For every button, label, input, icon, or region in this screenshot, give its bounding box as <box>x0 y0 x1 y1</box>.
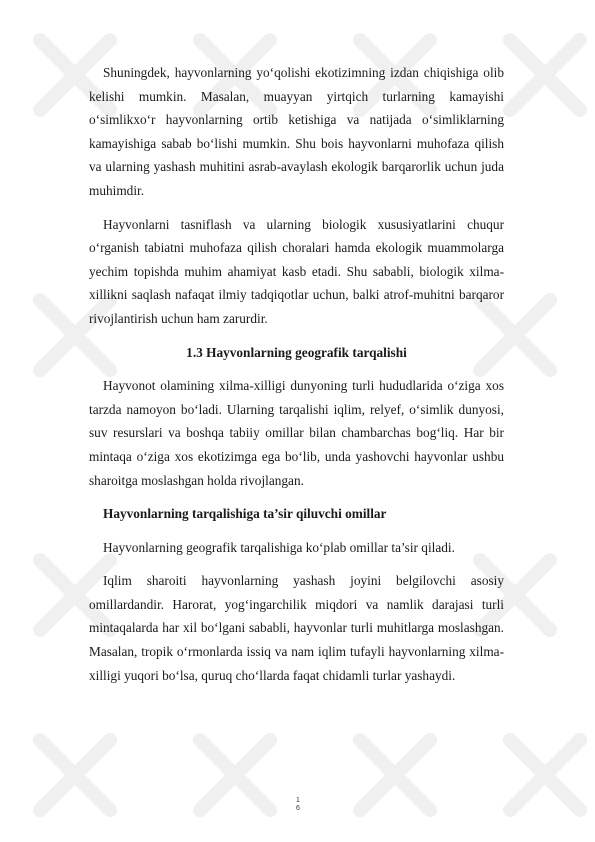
subheading: Hayvonlarning tarqalishiga ta’sir qiluvchi omillar <box>103 506 387 522</box>
paragraph-2: Hayvonlarni tasniflash va ularning biologik xususiyatlarini chuqur o‘rganish tabiatni muhofaza qilish choralari hamda ekologik muammolarga yechim topishda muhim ahamiyat kasb etadi. Shu sababli, biologik xilma-xillikni saqlash nafaqat ilmiy tadqiqotlar uchun, balki atrof-muhitni barqaror rivojlantirish uchun ham zarurdir. <box>89 216 504 326</box>
page-number-digit-2: 6 <box>296 805 300 812</box>
document-body <box>89 61 504 697</box>
paragraph-1: Shuningdek, hayvonlarning yo‘qolishi ekotizimning izdan chiqishiga olib kelishi mumkin. Masalan, muayyan yirtqich turlarning kamayishi o‘simlikxo‘r hayvonlarning ortib ketishiga va natijada o‘simliklarning kamayishiga sabab bo‘lishi mumkin. Shu bois hayvonlarni muhofaza qilish va ularning yashash muhitini asrab-avaylash ekologik barqarorlik uchun juda muhimdir. <box>89 65 504 198</box>
paragraph-3: Hayvonot olamining xilma-xilligi dunyoning turli hududlarida o‘ziga xos tarzda namoyon bo‘ladi. Ularning tarqalishi iqlim, relyef, o‘simlik dunyosi, suv resurslari va boshqa tabiiy omillar bilan chambarchas bog‘liq. Har bir mintaqa o‘ziga xos ekotizimga ega bo‘lib, unda yashovchi hayvonlar ushbu sharoitga moslashgan holda rivojlangan. <box>89 378 504 488</box>
section-heading: 1.3 Hayvonlarning geografik tarqalishi <box>186 344 407 360</box>
page-number-digit-1: 1 <box>296 797 300 804</box>
page-number <box>293 797 303 813</box>
intro-line: Hayvonlarning geografik tarqalishiga ko‘plab omillar ta’sir qiladi. <box>103 539 455 555</box>
paragraph-4: Iqlim sharoiti hayvonlarning yashash joyini belgilovchi asosiy omillardandir. Harorat, yog‘ingarchilik miqdori va namlik darajasi turli mintaqalarda har xil bo‘lgani sababli, hayvonlar turli muhitlarga moslashgan. Masalan, tropik o‘rmonlarda issiq va nam iqlim tufayli hayvonlarning xilma-xilligi yuqori bo‘lsa, quruq cho‘llarda faqat chidamli turlar yashaydi. <box>89 573 504 683</box>
